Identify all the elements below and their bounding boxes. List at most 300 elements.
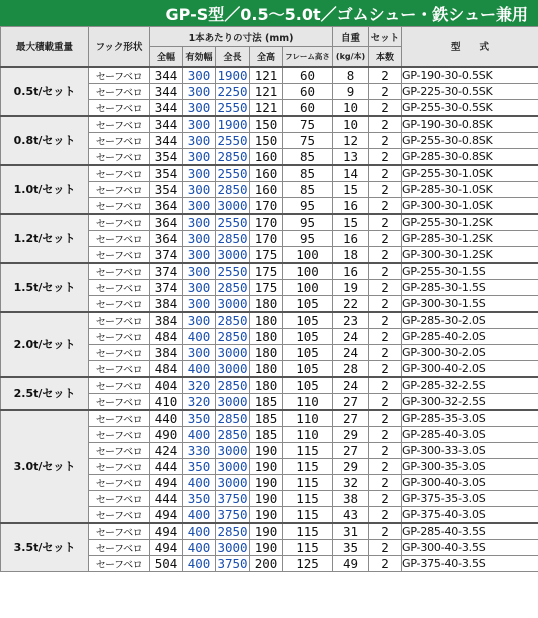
- height-cell: 160: [250, 165, 283, 182]
- length-cell: 2250: [217, 83, 248, 99]
- overall-width-cell: 364: [150, 197, 183, 214]
- load-group-cell: 2.0t/セット: [1, 312, 89, 377]
- set-count-cell: 2: [369, 458, 402, 474]
- frame-height-cell: 100: [283, 279, 333, 295]
- length-cell: 2850: [217, 230, 248, 246]
- weight-cell: 35: [333, 539, 369, 555]
- load-group-cell: 0.8t/セット: [1, 116, 89, 165]
- set-count-cell: 2: [369, 99, 402, 116]
- set-count-cell: 2: [369, 67, 402, 84]
- frame-height-cell: 105: [283, 344, 333, 360]
- header-effective-width: 有効幅: [183, 47, 216, 67]
- hook-cell: セーフベロ: [89, 344, 150, 360]
- length-cell: 2850: [217, 328, 248, 344]
- height-cell: 121: [250, 67, 283, 84]
- overall-width-cell: 444: [150, 458, 183, 474]
- overall-width-cell: 344: [150, 99, 183, 116]
- hook-cell: セーフベロ: [89, 539, 150, 555]
- weight-cell: 22: [333, 295, 369, 312]
- model-cell: GP-285-40-2.0S: [402, 328, 538, 344]
- set-count-cell: 2: [369, 506, 402, 523]
- frame-height-cell: 105: [283, 360, 333, 377]
- effective-width-cell: 300: [183, 246, 216, 263]
- set-count-cell: 2: [369, 148, 402, 165]
- frame-height-cell: 105: [283, 328, 333, 344]
- effective-width-cell: 300: [183, 279, 216, 295]
- weight-cell: 15: [333, 181, 369, 197]
- set-count-cell: 2: [369, 116, 402, 133]
- model-cell: GP-255-30-0.8SK: [402, 132, 538, 148]
- effective-width-cell: 300: [183, 312, 216, 329]
- hook-cell: セーフベロ: [89, 197, 150, 214]
- model-cell: GP-285-30-1.2SK: [402, 230, 538, 246]
- overall-width-cell: 364: [150, 214, 183, 231]
- hook-cell: セーフベロ: [89, 490, 150, 506]
- effective-width-cell: 350: [183, 490, 216, 506]
- model-cell: GP-285-30-0.8SK: [402, 148, 538, 165]
- frame-height-cell: 60: [283, 99, 333, 116]
- set-count-cell: 2: [369, 328, 402, 344]
- set-count-cell: 2: [369, 295, 402, 312]
- model-cell: GP-300-40-2.0S: [402, 360, 538, 377]
- spec-table: [0, 26, 538, 572]
- set-count-cell: 2: [369, 279, 402, 295]
- height-cell: 180: [250, 295, 283, 312]
- page-title: GP-S型／0.5〜5.0t／ゴムシュー・鉄シュー兼用: [0, 0, 538, 26]
- effective-width-cell: 300: [183, 197, 216, 214]
- set-count-cell: 2: [369, 181, 402, 197]
- model-cell: GP-375-35-3.0S: [402, 490, 538, 506]
- hook-cell: セーフベロ: [89, 426, 150, 442]
- set-count-cell: 2: [369, 197, 402, 214]
- set-count-cell: 2: [369, 246, 402, 263]
- load-group-cell: 3.5t/セット: [1, 523, 89, 572]
- height-cell: 190: [250, 474, 283, 490]
- weight-cell: 31: [333, 523, 369, 540]
- effective-width-cell: 400: [183, 474, 216, 490]
- weight-cell: 24: [333, 344, 369, 360]
- overall-width-cell: 504: [150, 555, 183, 571]
- height-cell: 175: [250, 279, 283, 295]
- height-cell: 150: [250, 132, 283, 148]
- header-load: 最大積載重量: [1, 27, 89, 67]
- length-cell: 2850: [217, 523, 248, 539]
- hook-cell: セーフベロ: [89, 360, 150, 377]
- load-group-cell: 3.0t/セット: [1, 410, 89, 523]
- overall-width-cell: 494: [150, 474, 183, 490]
- length-cell: 2850: [217, 410, 248, 426]
- model-cell: GP-285-40-3.5S: [402, 523, 538, 540]
- overall-width-cell: 384: [150, 295, 183, 312]
- length-cell: 2850: [217, 148, 248, 164]
- weight-cell: 16: [333, 197, 369, 214]
- length-cell: 3000: [217, 474, 248, 490]
- table-row: [1, 116, 538, 133]
- height-cell: 160: [250, 148, 283, 165]
- load-group-cell: 1.5t/セット: [1, 263, 89, 312]
- model-cell: GP-375-40-3.0S: [402, 506, 538, 523]
- weight-cell: 23: [333, 312, 369, 329]
- height-cell: 170: [250, 230, 283, 246]
- weight-cell: 15: [333, 214, 369, 231]
- weight-cell: 16: [333, 263, 369, 280]
- header-weight-unit: (kg/本): [333, 47, 369, 67]
- weight-cell: 28: [333, 360, 369, 377]
- effective-width-cell: 320: [183, 393, 216, 410]
- height-cell: 190: [250, 523, 283, 540]
- frame-height-cell: 110: [283, 393, 333, 410]
- hook-cell: セーフベロ: [89, 279, 150, 295]
- model-cell: GP-190-30-0.8SK: [402, 116, 538, 133]
- set-count-cell: 2: [369, 344, 402, 360]
- weight-cell: 16: [333, 230, 369, 246]
- length-cell: 2850: [217, 181, 248, 197]
- frame-height-cell: 100: [283, 246, 333, 263]
- set-count-cell: 2: [369, 312, 402, 329]
- frame-height-cell: 115: [283, 458, 333, 474]
- table-body: [1, 67, 538, 572]
- table-header: [1, 27, 538, 67]
- set-count-cell: 2: [369, 523, 402, 540]
- frame-height-cell: 85: [283, 165, 333, 182]
- set-count-cell: 2: [369, 83, 402, 99]
- header-height: 全高: [250, 47, 283, 67]
- height-cell: 185: [250, 393, 283, 410]
- overall-width-cell: 410: [150, 393, 183, 410]
- overall-width-cell: 344: [150, 83, 183, 99]
- effective-width-cell: 300: [183, 99, 216, 116]
- weight-cell: 27: [333, 410, 369, 427]
- length-cell: 2550: [217, 263, 248, 279]
- height-cell: 175: [250, 263, 283, 280]
- length-cell: 3000: [217, 197, 248, 213]
- length-cell: 2550: [217, 165, 248, 181]
- header-overall-width: 全幅: [150, 47, 183, 67]
- weight-cell: 9: [333, 83, 369, 99]
- frame-height-cell: 60: [283, 83, 333, 99]
- height-cell: 180: [250, 312, 283, 329]
- hook-cell: セーフベロ: [89, 474, 150, 490]
- effective-width-cell: 400: [183, 506, 216, 523]
- table-row: [1, 263, 538, 280]
- hook-cell: セーフベロ: [89, 132, 150, 148]
- model-cell: GP-285-30-2.0S: [402, 312, 538, 329]
- overall-width-cell: 384: [150, 312, 183, 329]
- weight-cell: 38: [333, 490, 369, 506]
- set-count-cell: 2: [369, 393, 402, 410]
- effective-width-cell: 300: [183, 148, 216, 165]
- model-cell: GP-225-30-0.5SK: [402, 83, 538, 99]
- length-cell: 2550: [217, 99, 248, 115]
- header-weight: 自重: [333, 27, 369, 47]
- weight-cell: 32: [333, 474, 369, 490]
- header-set-count: 本数: [369, 47, 402, 67]
- header-hook: フック形状: [89, 27, 150, 67]
- length-cell: 2850: [217, 279, 248, 295]
- set-count-cell: 2: [369, 165, 402, 182]
- load-group-cell: 1.0t/セット: [1, 165, 89, 214]
- header-length: 全長: [216, 47, 250, 67]
- height-cell: 200: [250, 555, 283, 571]
- weight-cell: 29: [333, 458, 369, 474]
- table-row: [1, 214, 538, 231]
- length-cell: 3000: [217, 393, 248, 409]
- model-cell: GP-255-30-1.5S: [402, 263, 538, 280]
- overall-width-cell: 364: [150, 230, 183, 246]
- hook-cell: セーフベロ: [89, 214, 150, 231]
- frame-height-cell: 115: [283, 523, 333, 540]
- hook-cell: セーフベロ: [89, 230, 150, 246]
- effective-width-cell: 300: [183, 83, 216, 99]
- model-cell: GP-255-30-1.2SK: [402, 214, 538, 231]
- effective-width-cell: 350: [183, 458, 216, 474]
- effective-width-cell: 400: [183, 328, 216, 344]
- overall-width-cell: 404: [150, 377, 183, 394]
- overall-width-cell: 374: [150, 279, 183, 295]
- weight-cell: 10: [333, 99, 369, 116]
- frame-height-cell: 75: [283, 132, 333, 148]
- header-frame-height: フレーム高さ: [283, 47, 333, 67]
- weight-cell: 13: [333, 148, 369, 165]
- frame-height-cell: 125: [283, 555, 333, 571]
- frame-height-cell: 105: [283, 377, 333, 394]
- height-cell: 190: [250, 442, 283, 458]
- overall-width-cell: 494: [150, 539, 183, 555]
- set-count-cell: 2: [369, 230, 402, 246]
- model-cell: GP-285-40-3.0S: [402, 426, 538, 442]
- effective-width-cell: 300: [183, 165, 216, 182]
- length-cell: 3750: [217, 490, 248, 506]
- weight-cell: 24: [333, 377, 369, 394]
- effective-width-cell: 400: [183, 539, 216, 555]
- hook-cell: セーフベロ: [89, 410, 150, 427]
- overall-width-cell: 354: [150, 165, 183, 182]
- table-row: [1, 410, 538, 427]
- hook-cell: セーフベロ: [89, 312, 150, 329]
- height-cell: 190: [250, 506, 283, 523]
- overall-width-cell: 354: [150, 148, 183, 165]
- frame-height-cell: 110: [283, 410, 333, 427]
- load-group-cell: 1.2t/セット: [1, 214, 89, 263]
- effective-width-cell: 300: [183, 344, 216, 360]
- weight-cell: 49: [333, 555, 369, 571]
- effective-width-cell: 400: [183, 360, 216, 377]
- hook-cell: セーフベロ: [89, 83, 150, 99]
- set-count-cell: 2: [369, 132, 402, 148]
- model-cell: GP-300-40-3.5S: [402, 539, 538, 555]
- length-cell: 1900: [217, 116, 248, 132]
- frame-height-cell: 100: [283, 263, 333, 280]
- length-cell: 2550: [217, 132, 248, 148]
- effective-width-cell: 300: [183, 214, 216, 231]
- model-cell: GP-300-33-3.0S: [402, 442, 538, 458]
- table-row: [1, 67, 538, 84]
- hook-cell: セーフベロ: [89, 328, 150, 344]
- model-cell: GP-285-30-1.0SK: [402, 181, 538, 197]
- effective-width-cell: 300: [183, 116, 216, 133]
- length-cell: 1900: [217, 67, 248, 83]
- effective-width-cell: 300: [183, 295, 216, 312]
- weight-cell: 29: [333, 426, 369, 442]
- height-cell: 180: [250, 344, 283, 360]
- effective-width-cell: 350: [183, 410, 216, 427]
- frame-height-cell: 60: [283, 67, 333, 84]
- height-cell: 170: [250, 214, 283, 231]
- table-row: [1, 312, 538, 329]
- hook-cell: セーフベロ: [89, 458, 150, 474]
- model-cell: GP-285-35-3.0S: [402, 410, 538, 427]
- weight-cell: 43: [333, 506, 369, 523]
- frame-height-cell: 115: [283, 539, 333, 555]
- set-count-cell: 2: [369, 539, 402, 555]
- overall-width-cell: 444: [150, 490, 183, 506]
- hook-cell: セーフベロ: [89, 506, 150, 523]
- model-cell: GP-300-35-3.0S: [402, 458, 538, 474]
- hook-cell: セーフベロ: [89, 99, 150, 116]
- frame-height-cell: 115: [283, 474, 333, 490]
- frame-height-cell: 95: [283, 214, 333, 231]
- length-cell: 3750: [217, 506, 248, 522]
- set-count-cell: 2: [369, 555, 402, 571]
- length-cell: 3000: [217, 246, 248, 262]
- set-count-cell: 2: [369, 360, 402, 377]
- effective-width-cell: 300: [183, 181, 216, 197]
- frame-height-cell: 75: [283, 116, 333, 133]
- set-count-cell: 2: [369, 474, 402, 490]
- frame-height-cell: 105: [283, 295, 333, 312]
- frame-height-cell: 115: [283, 490, 333, 506]
- set-count-cell: 2: [369, 426, 402, 442]
- table-row: [1, 165, 538, 182]
- overall-width-cell: 490: [150, 426, 183, 442]
- length-cell: 3000: [217, 442, 248, 458]
- header-set: セット: [369, 27, 402, 47]
- overall-width-cell: 424: [150, 442, 183, 458]
- frame-height-cell: 85: [283, 181, 333, 197]
- hook-cell: セーフベロ: [89, 148, 150, 165]
- model-cell: GP-375-40-3.5S: [402, 555, 538, 571]
- effective-width-cell: 300: [183, 67, 216, 84]
- set-count-cell: 2: [369, 410, 402, 427]
- length-cell: 2550: [217, 214, 248, 230]
- header-dims: 1本あたりの寸法 (mm): [150, 27, 333, 47]
- height-cell: 180: [250, 328, 283, 344]
- overall-width-cell: 344: [150, 132, 183, 148]
- height-cell: 180: [250, 377, 283, 394]
- effective-width-cell: 400: [183, 426, 216, 442]
- hook-cell: セーフベロ: [89, 165, 150, 182]
- set-count-cell: 2: [369, 263, 402, 280]
- weight-cell: 10: [333, 116, 369, 133]
- effective-width-cell: 320: [183, 377, 216, 394]
- weight-cell: 8: [333, 67, 369, 84]
- model-cell: GP-255-30-1.0SK: [402, 165, 538, 182]
- height-cell: 180: [250, 360, 283, 377]
- effective-width-cell: 300: [183, 263, 216, 280]
- hook-cell: セーフベロ: [89, 295, 150, 312]
- table-row: [1, 523, 538, 540]
- hook-cell: セーフベロ: [89, 263, 150, 280]
- model-cell: GP-300-32-2.5S: [402, 393, 538, 410]
- effective-width-cell: 400: [183, 555, 216, 571]
- frame-height-cell: 110: [283, 426, 333, 442]
- height-cell: 175: [250, 246, 283, 263]
- frame-height-cell: 95: [283, 197, 333, 214]
- frame-height-cell: 105: [283, 312, 333, 329]
- frame-height-cell: 115: [283, 442, 333, 458]
- length-cell: 2850: [217, 377, 248, 393]
- length-cell: 3000: [217, 344, 248, 360]
- frame-height-cell: 85: [283, 148, 333, 165]
- model-cell: GP-300-40-3.0S: [402, 474, 538, 490]
- effective-width-cell: 300: [183, 132, 216, 148]
- length-cell: 3000: [217, 458, 248, 474]
- height-cell: 160: [250, 181, 283, 197]
- model-cell: GP-300-30-1.0SK: [402, 197, 538, 214]
- height-cell: 185: [250, 410, 283, 427]
- weight-cell: 27: [333, 393, 369, 410]
- model-cell: GP-285-32-2.5S: [402, 377, 538, 394]
- set-count-cell: 2: [369, 490, 402, 506]
- load-group-cell: 0.5t/セット: [1, 67, 89, 116]
- height-cell: 150: [250, 116, 283, 133]
- overall-width-cell: 484: [150, 328, 183, 344]
- model-cell: GP-300-30-2.0S: [402, 344, 538, 360]
- hook-cell: セーフベロ: [89, 523, 150, 540]
- header-model: 型 式: [402, 27, 538, 67]
- model-cell: GP-190-30-0.5SK: [402, 67, 538, 84]
- weight-cell: 19: [333, 279, 369, 295]
- hook-cell: セーフベロ: [89, 377, 150, 394]
- hook-cell: セーフベロ: [89, 393, 150, 410]
- length-cell: 2850: [217, 426, 248, 442]
- overall-width-cell: 374: [150, 246, 183, 263]
- overall-width-cell: 440: [150, 410, 183, 427]
- height-cell: 170: [250, 197, 283, 214]
- height-cell: 190: [250, 490, 283, 506]
- effective-width-cell: 300: [183, 230, 216, 246]
- overall-width-cell: 344: [150, 116, 183, 133]
- height-cell: 185: [250, 426, 283, 442]
- model-cell: GP-255-30-0.5SK: [402, 99, 538, 116]
- overall-width-cell: 484: [150, 360, 183, 377]
- overall-width-cell: 354: [150, 181, 183, 197]
- overall-width-cell: 494: [150, 523, 183, 540]
- model-cell: GP-300-30-1.2SK: [402, 246, 538, 263]
- weight-cell: 24: [333, 328, 369, 344]
- height-cell: 190: [250, 539, 283, 555]
- table-row: [1, 377, 538, 394]
- height-cell: 121: [250, 83, 283, 99]
- length-cell: 3000: [217, 360, 248, 376]
- height-cell: 190: [250, 458, 283, 474]
- hook-cell: セーフベロ: [89, 181, 150, 197]
- set-count-cell: 2: [369, 377, 402, 394]
- set-count-cell: 2: [369, 442, 402, 458]
- overall-width-cell: 374: [150, 263, 183, 280]
- overall-width-cell: 384: [150, 344, 183, 360]
- hook-cell: セーフベロ: [89, 246, 150, 263]
- frame-height-cell: 95: [283, 230, 333, 246]
- overall-width-cell: 344: [150, 67, 183, 84]
- length-cell: 3000: [217, 539, 248, 555]
- hook-cell: セーフベロ: [89, 67, 150, 84]
- set-count-cell: 2: [369, 214, 402, 231]
- weight-cell: 12: [333, 132, 369, 148]
- hook-cell: セーフベロ: [89, 442, 150, 458]
- frame-height-cell: 115: [283, 506, 333, 523]
- length-cell: 2850: [217, 312, 248, 328]
